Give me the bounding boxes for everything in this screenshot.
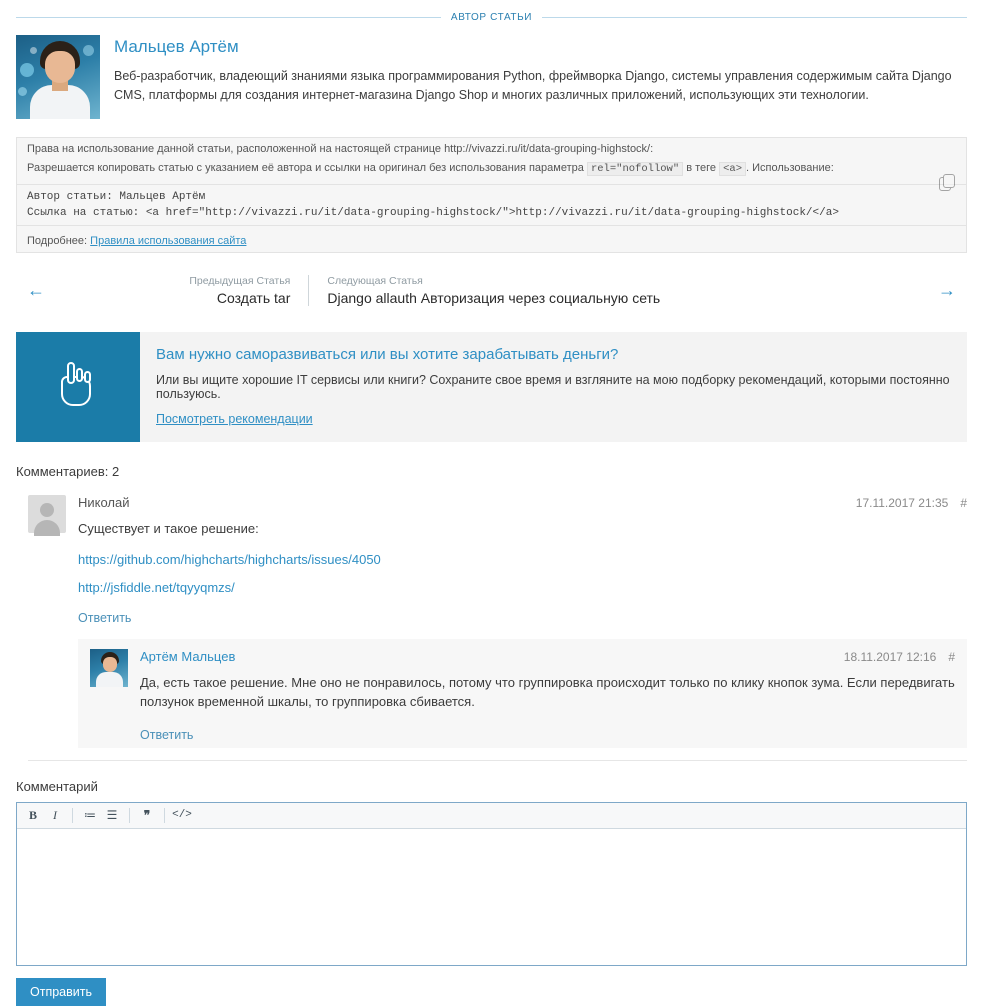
comment-item-2 xyxy=(78,639,967,748)
comment-reply-button-1[interactable]: Ответить xyxy=(78,610,132,625)
code-button[interactable]: </> xyxy=(172,809,192,821)
rights-line-2-prefix: Разрешается копировать статью с указанием её автора и ссылки на оригинал без использования параметра xyxy=(27,162,587,174)
comment-link-1a[interactable]: https://github.com/highcharts/highcharts/issues/4050 xyxy=(78,551,381,567)
pager-prev-caption: Предыдущая Статья xyxy=(189,275,291,287)
commenter-avatar-placeholder xyxy=(28,495,66,533)
pager-next-arrow[interactable]: → xyxy=(937,280,956,300)
rights-code-nofollow: rel="nofollow" xyxy=(587,162,683,176)
comment-date-2: 18.11.2017 12:16 xyxy=(843,649,937,664)
site-usage-rules-link[interactable]: Правила использования сайта xyxy=(90,235,247,247)
unordered-list-button[interactable]: ☰ xyxy=(106,808,118,822)
rights-more-prefix: Подробнее: xyxy=(27,235,91,247)
comment-date-1: 17.11.2017 21:35 xyxy=(855,496,949,510)
comments-divider xyxy=(28,760,967,761)
promo-banner xyxy=(16,332,967,442)
rights-line-2-mid: в теге xyxy=(683,162,720,174)
toolbar-separator-3 xyxy=(164,808,165,823)
author-block xyxy=(0,23,983,123)
submit-comment-button[interactable]: Отправить xyxy=(16,978,106,1006)
rights-line-2-suffix: . Использование: xyxy=(746,162,834,174)
promo-title: Вам нужно саморазвиваться или вы хотите зарабатывать деньги? xyxy=(156,346,619,363)
comment-author-2[interactable]: Артём Мальцев xyxy=(140,648,236,664)
rights-line-1: Права на использование данной статьи, расположенной на настоящей странице http://vivazzi.ru/it/data-grouping-highstock/: xyxy=(27,143,654,155)
rights-snippet-author: Автор статьи: Мальцев Артём xyxy=(27,191,206,203)
usage-rights-box xyxy=(16,137,967,253)
promo-subtitle: Или вы ищите хорошие IT сервисы или книги? Сохраните свое время и взгляните на мою подборку рекомендаций, которыми постоянно пользуюсь. xyxy=(156,373,950,401)
pager-next[interactable] xyxy=(308,275,660,306)
author-name[interactable]: Мальцев Артём xyxy=(114,37,239,56)
author-description: Веб-разработчик, владеющий знаниями языка программирования Python, фреймворка Django, системы управления содержимым сайта Django CMS, платформы для создания интернет-магазина Django Shop и многих различных приложений, использующих эти технологии. xyxy=(114,69,952,103)
comment-link-1b[interactable]: http://jsfiddle.net/tqyyqmzs/ xyxy=(78,579,235,595)
comment-text-2: Да, есть такое решение. Мне оно не понравилось, потому что группировка происходит только по клику кнопок зума. Если передвигать ползунок временной шкалы, то группировка сбивается. xyxy=(140,674,955,709)
ordered-list-button[interactable]: ≔ xyxy=(84,808,96,822)
divider-line-right xyxy=(542,17,967,18)
author-avatar xyxy=(16,35,100,119)
toolbar-separator-1 xyxy=(72,808,73,823)
comment-reply-button-2[interactable]: Ответить xyxy=(140,727,194,742)
editor-toolbar xyxy=(17,803,966,829)
author-section-caption: АВТОР СТАТЬИ xyxy=(450,12,533,23)
comment-anchor-2[interactable]: # xyxy=(948,649,955,664)
rights-separator-bottom xyxy=(17,225,966,226)
rights-snippet-link: Ссылка на статью: <a href="http://vivazzi.ru/it/data-grouping-highstock/">http://vivazzi.ru/it/data-grouping-highstock/</a> xyxy=(27,207,839,219)
pager-next-title[interactable]: Django allauth Авторизация через социальную сеть xyxy=(327,290,661,306)
commenter-avatar-author xyxy=(90,649,128,687)
rights-code-anchor: <a> xyxy=(719,162,746,176)
italic-button[interactable]: I xyxy=(53,807,57,822)
comment-editor xyxy=(16,802,967,966)
rights-line-2 xyxy=(17,157,966,180)
comment-anchor-1[interactable]: # xyxy=(960,496,967,510)
article-pager xyxy=(16,275,967,316)
rights-separator-top xyxy=(17,184,966,185)
comment-meta-2 xyxy=(844,650,955,664)
comment-author-1: Николай xyxy=(78,495,130,510)
comment-meta-1 xyxy=(856,496,967,510)
comment-form-label: Комментарий xyxy=(16,778,98,794)
bold-button[interactable]: B xyxy=(28,807,37,822)
toolbar-separator-2 xyxy=(129,808,130,823)
blockquote-button[interactable]: ❞ xyxy=(143,808,151,822)
comment-textarea[interactable] xyxy=(17,829,966,965)
pager-prev-title[interactable]: Создать tar xyxy=(216,290,291,306)
author-section-divider xyxy=(0,0,983,23)
promo-link[interactable]: Посмотреть рекомендации xyxy=(156,412,313,426)
copy-icon[interactable] xyxy=(936,174,956,194)
pager-prev[interactable] xyxy=(189,275,308,306)
divider-line-left xyxy=(16,17,441,18)
rights-more xyxy=(17,230,966,252)
pointing-hand-icon xyxy=(55,362,101,412)
comment-text-1: Существует и такое решение: xyxy=(78,521,259,536)
comments-count: Комментариев: 2 xyxy=(16,464,120,479)
pager-prev-arrow[interactable]: ← xyxy=(27,280,45,300)
pager-next-caption: Следующая Статья xyxy=(327,275,423,287)
comment-item-1 xyxy=(28,495,967,748)
promo-icon-panel xyxy=(16,332,140,442)
